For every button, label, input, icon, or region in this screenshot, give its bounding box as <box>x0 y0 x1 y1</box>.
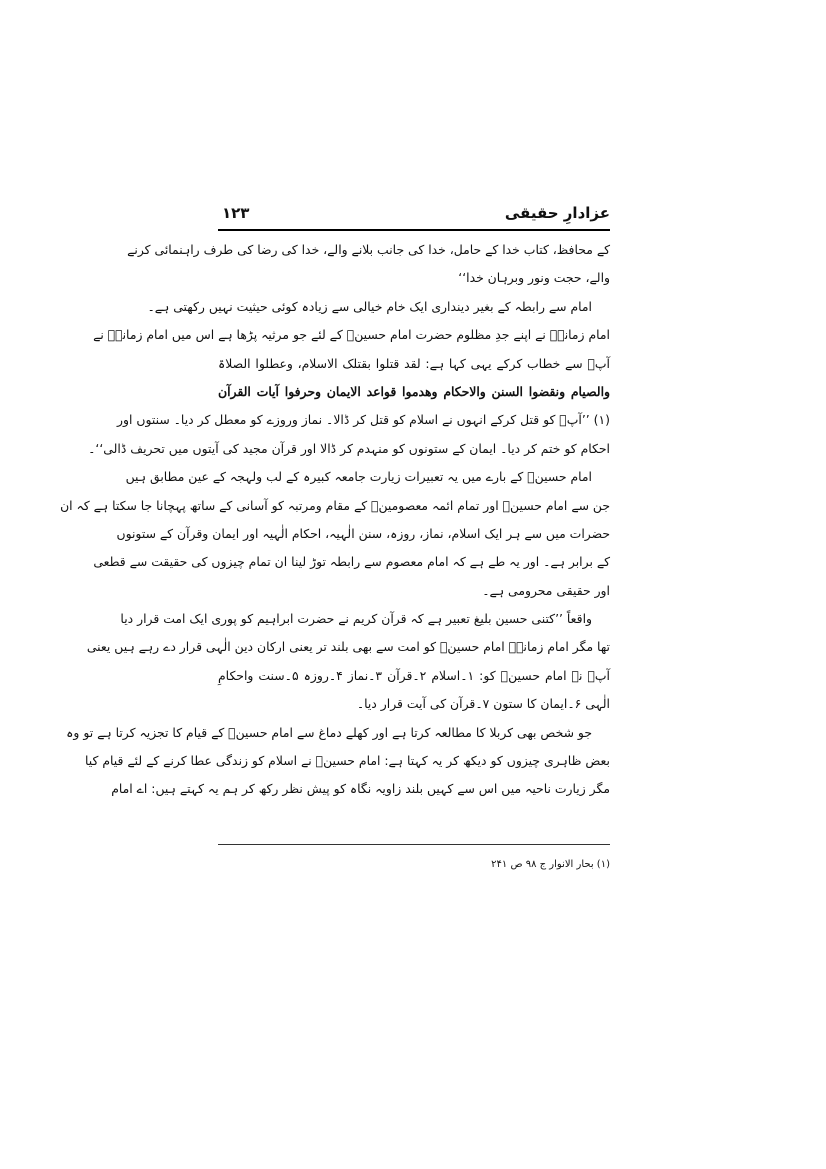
text-line: واقعاً ’’کتنی حسین بلیغ تعبیر ہے کہ قرآن کریم نے حضرت ابراہیم کو پوری ایک امت قرار دیا <box>120 611 592 627</box>
text-line: جن سے امام حسینؑ اور تمام ائمہ معصومینؑ کے مقام ومرتبہ کو آسانی کے ساتھ پہچانا جا سکتا ہے کہ ان <box>60 497 610 513</box>
text-line: امام حسینؑ کے بارے میں یہ تعبیرات زیارت جامعہ کبیرہ کے لب ولہجہ کے عین مطابق ہیں <box>125 469 592 485</box>
text-line: امام سے رابطہ کے بغیر دینداری ایک خام خیالی سے زیادہ کوئی حیثیت نہیں رکھتی ہے۔ <box>147 298 592 314</box>
text-line: آپؑ سے خطاب کرکے یہی کہا ہے: لقد قتلوا بقتلک الاسلام، وعطلوا الصلاۃ <box>218 355 610 371</box>
text-line: مگر زیارت ناحیہ میں اس سے کہیں بلند زاویہ نگاہ کو پیش نظر رکھ کر ہم یہ کہتے ہیں: اے امام <box>111 781 610 797</box>
footnote-rule <box>218 844 610 845</box>
text-line: اور حقیقی محرومی ہے۔ <box>482 582 610 598</box>
body-text <box>60 236 610 804</box>
text-line: جو شخص بھی کربلا کا مطالعہ کرتا ہے اور کھلے دماغ سے امام حسینؑ کے قیام کا تجزیہ کرتا ہے تو وہ <box>66 724 592 740</box>
arabic-quote-line: والصیام ونقضوا السنن والاحکام وھدموا قواعد الایمان وحرفوا آیات القرآن <box>218 383 610 399</box>
text-line: والے، حجت ونور وبرہان خدا‘‘ <box>458 270 610 286</box>
header-rule <box>218 229 610 231</box>
book-title: عزادارِ حقیقی <box>504 204 610 222</box>
page-header <box>218 200 610 226</box>
page-number: ۱۲۳ <box>222 204 250 222</box>
text-line: حضرات میں سے ہر ایک اسلام، نماز، روزہ، سنن الٰہیہ، احکام الٰہیہ اور ایمان وقرآن کے ستونوں <box>116 525 610 541</box>
text-line: (۱) ’’آپؑ کو قتل کرکے انہوں نے اسلام کو قتل کر ڈالا۔ نماز وروزے کو معطل کر دیا۔ سنتوں اور <box>117 412 610 428</box>
text-line: الٰہی ۶۔ایمان کا ستون ۷۔قرآن کی آیت قرار دیا۔ <box>356 696 610 712</box>
footnote: (۱) بحار الانوار ج ۹۸ ص ۲۴۱ <box>491 859 610 870</box>
text-line: کے محافظ، کتاب خدا کے حامل، خدا کی جانب بلانے والے، خدا کی رضا کی طرف راہنمائی کرنے <box>127 242 610 257</box>
text-line: تھا مگر امام زمانہؑ امام حسینؑ کو امت سے بھی بلند تر یعنی ارکان دین الٰہی قرار دے رہے ہیں یعنی <box>86 639 610 655</box>
text-line: کے برابر ہے۔ اور یہ طے ہے کہ امام معصوم سے رابطہ توڑ لینا ان تمام چیزوں کی حقیقت سے قطعی <box>93 554 610 570</box>
text-line: امام زمانہؑ نے اپنے جدِ مظلوم حضرت امام حسینؑ کے لئے جو مرثیہ پڑھا ہے اس میں امام زمانہؑ نے <box>93 327 610 343</box>
text-line: بعض ظاہری چیزوں کو دیکھ کر یہ کہتا ہے: امام حسینؑ نے اسلام کو زندگی عطا کرنے کے لئے قیام کیا <box>84 753 610 769</box>
text-line: احکام کو ختم کر دیا۔ ایمان کے ستونوں کو منہدم کر ڈالا اور قرآن مجید کی آیتوں میں تحریف ڈالی‘‘۔ <box>88 440 610 456</box>
text-line: آپؑ نے امام حسینؑ کو: ۱۔اسلام ۲۔قرآن ۳۔نماز ۴۔روزہ ۵۔سنت واحکامِ <box>218 667 610 683</box>
